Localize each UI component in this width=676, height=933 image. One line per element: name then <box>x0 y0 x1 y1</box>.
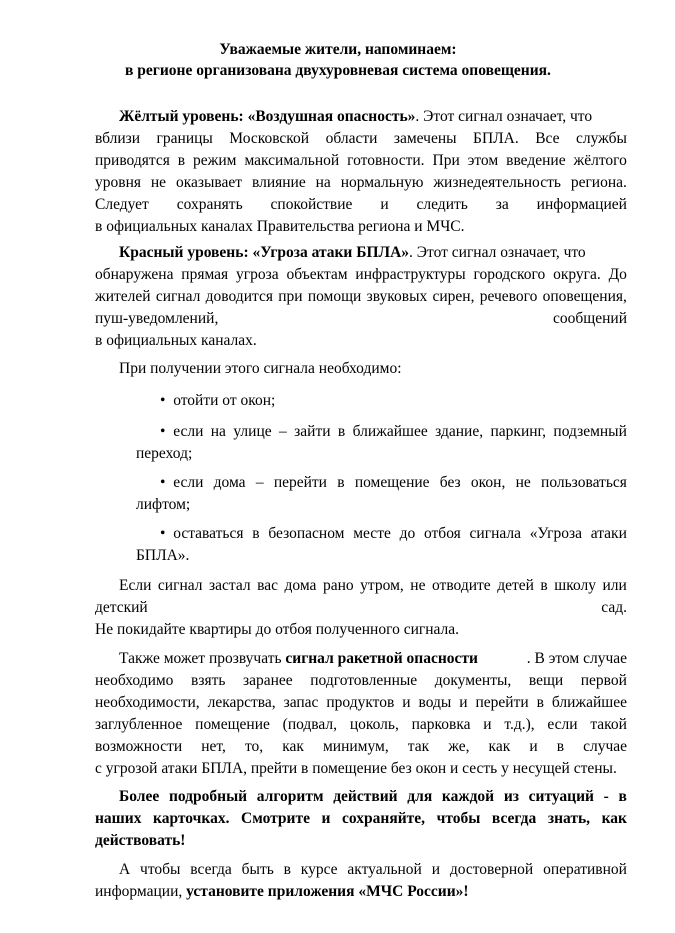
word: в <box>337 423 346 440</box>
word: быть <box>241 861 274 878</box>
word: Московской <box>229 130 310 147</box>
word: угроза <box>236 266 279 283</box>
yellow-line-2 <box>95 129 627 149</box>
word: (подвал, <box>282 716 338 733</box>
yellow-line-3 <box>95 151 627 171</box>
word: как <box>282 738 304 755</box>
bullet-2 <box>160 422 627 442</box>
word: ближайшее <box>352 423 428 440</box>
word: сообщений <box>553 310 627 327</box>
bullet-icon: • <box>160 392 166 409</box>
word: ситуаций <box>528 788 594 805</box>
word: из <box>503 788 519 805</box>
word: сохраняйте, <box>342 810 426 827</box>
word: в <box>536 694 544 711</box>
word: цоколь, <box>349 716 399 733</box>
morning-line-1 <box>119 576 627 596</box>
word: приводятся <box>95 152 170 169</box>
word: отводите <box>432 577 491 594</box>
word: рано <box>322 577 354 594</box>
word: отбоя <box>423 525 461 542</box>
app-line-2: информации, установите приложения «МЧС России»! <box>95 883 469 900</box>
word: сигнала <box>469 525 521 542</box>
word: на <box>315 174 331 191</box>
app-install-link-text: установите приложения «МЧС России»! <box>186 883 469 900</box>
heading-line-1: Уважаемые жители, напоминаем: <box>219 41 457 58</box>
word: подземный <box>553 423 627 440</box>
red-line-1: Красный уровень: «Угроза атаки БПЛА». Этот сигнал означает, что <box>119 244 586 261</box>
word: случае <box>583 738 627 755</box>
word: инфраструктуры <box>355 266 466 283</box>
word: округа. <box>553 266 601 283</box>
word: в <box>337 474 345 491</box>
word: и <box>459 694 468 711</box>
word: подготовленные <box>310 672 418 689</box>
red-line-5: в официальных каналах. <box>95 332 257 349</box>
word: влияние <box>251 174 306 191</box>
heading-line-2: в регионе организована двухуровневая система оповещения. <box>125 62 551 79</box>
word: готовности. <box>347 152 425 169</box>
missile-line-1: Также может прозвучать сигнал ракетной опасности . В этом случае <box>119 650 627 667</box>
word: сигнал <box>155 288 201 305</box>
missile-line-2 <box>95 671 627 691</box>
yellow-level-label: Жёлтый уровень: «Воздушная опасность» <box>119 108 416 125</box>
word: подробный <box>168 788 248 805</box>
word: запас <box>283 694 319 711</box>
word: всегда <box>190 861 232 878</box>
actions-intro: При получении этого сигнала необходимо: <box>119 360 402 377</box>
word: окон, <box>470 474 506 491</box>
word: такой <box>590 716 627 733</box>
word: за <box>495 196 509 213</box>
word: продуктов <box>326 694 395 711</box>
word: чтобы <box>140 861 181 878</box>
missile-line-6: с угрозой атаки БПЛА, прейти в помещение без окон и сесть у несущей стены. <box>95 760 617 777</box>
word: дома <box>213 474 246 491</box>
word: детей <box>497 577 534 594</box>
word: алгоритм <box>256 788 324 805</box>
word: жёлтого <box>573 152 627 169</box>
word: доводится <box>205 288 273 305</box>
word: оставаться <box>173 525 244 542</box>
word: и <box>431 861 440 878</box>
morning-line-3: Не покидайте квартиры до отбоя полученного сигнала. <box>95 621 460 638</box>
word: парковка <box>411 716 471 733</box>
word: заглубленное <box>95 716 183 733</box>
word: Более <box>119 788 160 805</box>
word: возможности <box>95 738 183 755</box>
yellow-line-4 <box>95 173 627 193</box>
word: если <box>173 474 204 491</box>
word: До <box>608 266 627 283</box>
word: границы <box>156 130 213 147</box>
word: помещение <box>195 716 270 733</box>
bullet-1: • отойти от окон; <box>160 392 276 409</box>
word: школу <box>554 577 596 594</box>
bullet-icon: • <box>160 474 174 491</box>
word: действий <box>333 788 398 805</box>
word: зайти <box>294 423 331 440</box>
word: области <box>325 130 378 147</box>
red-line-4 <box>95 309 627 329</box>
word: же, <box>448 738 470 755</box>
word: режим <box>193 152 237 169</box>
word: сирен, <box>432 288 475 305</box>
word: информацией <box>536 196 627 213</box>
word: взять <box>191 672 226 689</box>
word: достоверной <box>449 861 534 878</box>
word: и <box>529 738 538 755</box>
word: введение <box>506 152 566 169</box>
word: обнаружена <box>95 266 174 283</box>
word: «Угроза <box>529 525 582 542</box>
word: прямая <box>181 266 229 283</box>
word: наших <box>95 810 142 827</box>
word: карточках. <box>153 810 230 827</box>
app-line-1 <box>119 860 627 880</box>
word: без <box>439 474 461 491</box>
word: для <box>407 788 433 805</box>
word: замечены <box>393 130 457 147</box>
word: не <box>515 474 531 491</box>
word: перейти <box>273 474 327 491</box>
word: до <box>399 525 416 542</box>
missile-line-4 <box>95 715 627 735</box>
word: воды <box>418 694 452 711</box>
word: А <box>119 861 131 878</box>
bullet-3 <box>160 473 627 493</box>
word: в <box>177 152 186 169</box>
word: курсе <box>300 861 338 878</box>
word: месте <box>353 525 391 542</box>
word: документы, <box>434 672 512 689</box>
word: в <box>540 577 548 594</box>
word: детский <box>95 599 148 616</box>
word: атаки <box>590 525 627 542</box>
bullet-icon: • <box>160 423 174 440</box>
word: оказывает <box>175 174 243 191</box>
word: городского <box>473 266 546 283</box>
word: здание, <box>435 423 484 440</box>
word: спокойствие <box>270 196 353 213</box>
word: так <box>407 738 430 755</box>
word: в <box>556 738 565 755</box>
word: безопасном <box>268 525 345 542</box>
word: – <box>255 474 264 491</box>
word: При <box>432 152 460 169</box>
bullet-4-cont: БПЛА». <box>136 547 190 564</box>
word: уровня <box>95 174 141 191</box>
word: то, <box>244 738 264 755</box>
word: БПЛА. <box>473 130 519 147</box>
yellow-line-5 <box>95 195 627 215</box>
word: Если <box>119 577 152 594</box>
missile-line-3 <box>95 693 627 713</box>
word: сигнал <box>157 577 203 594</box>
word: жителей <box>95 288 151 305</box>
word: и <box>321 810 331 827</box>
word: т.д.), <box>504 716 535 733</box>
word: в <box>252 525 260 542</box>
word: оперативной <box>543 861 627 878</box>
word: - <box>603 788 609 805</box>
word: минимум, <box>322 738 389 755</box>
word: на <box>210 423 226 440</box>
word: нет, <box>201 738 226 755</box>
word: службы <box>575 130 627 147</box>
word: дома <box>284 577 317 594</box>
word: застал <box>209 577 251 594</box>
word: речевого <box>479 288 538 305</box>
word: региона. <box>570 174 627 191</box>
bullet-3-cont: лифтом; <box>136 496 191 513</box>
word: пуш-уведомлений, <box>95 310 219 327</box>
word: – <box>279 423 287 440</box>
cards-line-3: действовать! <box>95 832 186 849</box>
missile-line-5 <box>95 737 627 757</box>
word: объектам <box>286 266 348 283</box>
word: знать, <box>547 810 591 827</box>
red-line-3 <box>95 287 627 307</box>
word: если <box>173 423 204 440</box>
word: вблизи <box>95 130 141 147</box>
word: звуковых <box>366 288 428 305</box>
word: и <box>483 716 492 733</box>
word: и <box>402 694 411 711</box>
word: необходимо <box>95 672 174 689</box>
word: Смотрите <box>241 810 310 827</box>
morning-line-2 <box>95 598 627 618</box>
word: каждой <box>441 788 495 805</box>
word: или <box>602 577 627 594</box>
word: чтобы <box>436 810 481 827</box>
yellow-line-6: в официальных каналах Правительства региона и МЧС. <box>95 218 465 235</box>
word: нормальную <box>340 174 424 191</box>
word: сад. <box>601 599 627 616</box>
bullet-icon: • <box>160 525 174 542</box>
word: и <box>380 196 389 213</box>
red-level-label: Красный уровень: «Угроза атаки БПЛА» <box>119 244 410 261</box>
word: пользоваться <box>541 474 627 491</box>
word: этом <box>467 152 499 169</box>
word: помещение <box>354 474 430 491</box>
word: заранее <box>242 672 293 689</box>
red-line-2 <box>95 265 627 285</box>
word: если <box>547 716 578 733</box>
word: ближайшее <box>551 694 627 711</box>
cards-line-2 <box>95 809 627 829</box>
word: в <box>618 788 627 805</box>
word: в <box>283 861 291 878</box>
word: как <box>488 738 511 755</box>
word: помощи <box>307 288 362 305</box>
word: оповещения, <box>542 288 627 305</box>
word: сохранять <box>176 196 243 213</box>
word: не <box>150 174 167 191</box>
word: лекарства, <box>207 694 276 711</box>
word: при <box>278 288 303 305</box>
word: жизнедеятельность <box>433 174 561 191</box>
bullet-4 <box>160 524 627 544</box>
word: паркинг, <box>490 423 547 440</box>
word: улице <box>233 423 272 440</box>
word: не <box>410 577 426 594</box>
yellow-line-1: Жёлтый уровень: «Воздушная опасность». Этот сигнал означает, что <box>119 108 593 125</box>
word: Все <box>535 130 560 147</box>
word: перейти <box>475 694 529 711</box>
word: необходимости, <box>95 694 200 711</box>
missile-signal: сигнал ракетной опасности <box>285 650 478 667</box>
word: вас <box>257 577 278 594</box>
word: Следует <box>95 196 149 213</box>
word: всегда <box>491 810 537 827</box>
word: первой <box>580 672 627 689</box>
word: утром, <box>360 577 404 594</box>
bullet-2-cont: переход; <box>136 445 193 462</box>
word: следить <box>416 196 468 213</box>
cards-line-1 <box>119 787 627 807</box>
word: как <box>601 810 627 827</box>
word: актуальной <box>347 861 422 878</box>
word: максимальной <box>244 152 340 169</box>
word: вещи <box>528 672 564 689</box>
